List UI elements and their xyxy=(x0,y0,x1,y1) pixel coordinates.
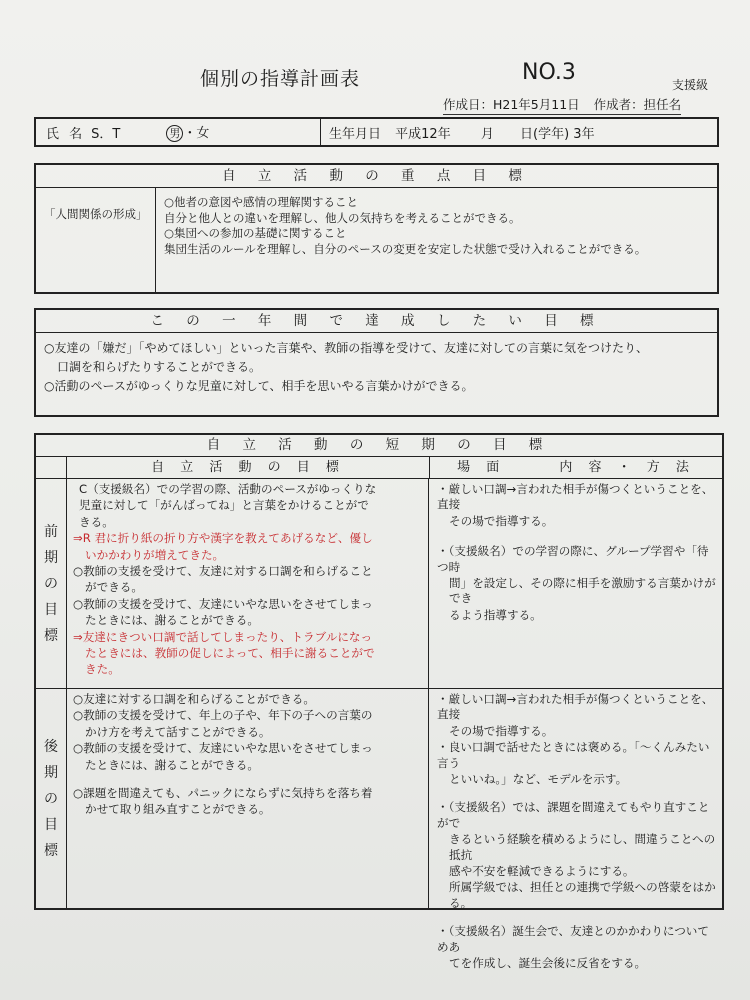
student-name-cell xyxy=(36,119,321,145)
method-line: ・（支援級名）での学習の際に、グループ学習や「待つ時 xyxy=(437,544,709,574)
goal-line: ができる。 xyxy=(85,580,143,595)
period-column-header xyxy=(36,457,67,478)
first-term-goals xyxy=(67,479,429,688)
focus-goals-heading: 自 立 活 動 の 重 点 目 標 xyxy=(36,165,717,188)
document-number: NO.3 xyxy=(522,60,576,85)
table-row-first-term xyxy=(36,479,722,689)
progress-note: たときには、教師の促しによって、相手に謝ることがで xyxy=(85,646,375,661)
male-circled: 男 xyxy=(166,125,183,142)
method-line: ・厳しい口調→言われた相手が傷つくということを、直接 xyxy=(437,692,714,722)
goal-line: たときには、謝ることができる。 xyxy=(85,613,259,628)
birth-day: 日 xyxy=(520,126,534,142)
progress-note: いかかわりが増えてきた。 xyxy=(85,547,225,562)
second-term-goals xyxy=(67,689,429,909)
birth-cell xyxy=(321,123,605,142)
progress-note: ⇒R 君に折り紙の折り方や漢字を教えてあげるなど、優し xyxy=(73,531,373,546)
focus-goals-section xyxy=(34,163,719,294)
creation-info xyxy=(443,95,681,115)
focus-line: ○集団への参加の基礎に関すること xyxy=(164,226,347,240)
birth-era: 平成12年 xyxy=(395,126,451,142)
short-term-goals-section xyxy=(34,433,724,971)
created-date: 作成日：H21年5月11日 xyxy=(443,97,580,112)
goal-line: C（支援級名）での学習の際、活動のペースがゆっくりな xyxy=(79,482,377,496)
progress-note: きた。 xyxy=(85,662,120,677)
class-label: 支援級 xyxy=(672,78,709,92)
goal-line: たときには、謝ることができる。 xyxy=(85,757,259,772)
year-goals-text xyxy=(36,333,717,396)
goals-column-header: 自 立 活 動 の 目 標 xyxy=(67,457,430,478)
method-line: 感や不安を軽減できるようにする。 xyxy=(449,864,635,879)
method-line: その場で指導する。 xyxy=(449,723,554,738)
focus-line: 集団生活のルールを理解し、自分のペースの変更を安定した状態で受け入れることができる。 xyxy=(164,241,647,256)
goal-line: ○教師の支援を受けて、友達にいやな思いをさせてしまっ xyxy=(73,596,373,611)
method-line: 所属学級では、担任との連携で学級への啓蒙をはかる。 xyxy=(449,880,716,910)
goal-line: ○教師の支援を受けて、友達に対する口調を和らげること xyxy=(73,564,373,579)
scene-header: 場 面 xyxy=(457,460,506,475)
method-line: ・（支援級名）では、課題を間違えてもやり直すことがで xyxy=(437,800,710,830)
year-line: ○活動のペースがゆっくりな児童に対して、相手を思いやる言葉かけができる。 xyxy=(44,379,474,393)
method-line: るよう指導する。 xyxy=(449,607,542,622)
method-line: ・厳しい口調→言われた相手が傷つくということを、直接 xyxy=(437,482,714,512)
year-line: 口調を和らげたりすることができる。 xyxy=(57,360,262,374)
method-line: ・（支援級名）誕生会で、友達とのかかわりについてめあ xyxy=(437,924,709,954)
method-line: てを作成し、誕生会後に反省をする。 xyxy=(449,956,647,971)
method-column-header xyxy=(430,457,722,478)
short-goals-heading: 自 立 活 動 の 短 期 の 目 標 xyxy=(36,435,722,457)
method-line: その場で指導する。 xyxy=(449,513,554,528)
name-label: 氏 名 xyxy=(46,126,86,142)
first-term-methods xyxy=(429,479,722,688)
goal-line: かけ方を考えて話すことができる。 xyxy=(85,724,271,739)
year-line: ○友達の「嫌だ」「やめてほしい」といった言葉や、教師の指導を受けて、友達に対しての言葉に気をつけたり、 xyxy=(44,341,648,355)
method-line: といいね。」など、モデルを示す。 xyxy=(449,772,628,787)
year-goals-section xyxy=(34,308,719,417)
table-row-second-term xyxy=(36,689,722,971)
method-line: ・良い口調で話せたときには褒める。「～くんみたい言う xyxy=(437,740,710,770)
author: 作成者：担任名 xyxy=(593,97,682,112)
goal-line: かせて取り組み直すことができる。 xyxy=(85,802,271,817)
goal-line: ○友達に対する口調を和らげることができる。 xyxy=(73,692,315,706)
focus-line: 自分と他人との違いを理解し、他人の気持ちを考えることができる。 xyxy=(164,210,521,225)
content-header: 内 容 ・ 方 法 xyxy=(559,460,695,475)
gender-options xyxy=(166,122,209,142)
focus-goals-text xyxy=(156,188,646,293)
goal-line: きる。 xyxy=(79,514,114,529)
focus-category: 「人間関係の形成」 xyxy=(36,188,156,293)
column-header-row xyxy=(36,457,722,479)
birth-label: 生年月日 xyxy=(329,126,382,142)
student-name: S．T xyxy=(91,126,121,142)
grade: (学年) 3年 xyxy=(533,126,595,142)
progress-note: ⇒友達にきつい口調で話してしまったり、トラブルになっ xyxy=(73,629,373,644)
goal-line: ○教師の支援を受けて、年上の子や、年下の子への言葉の xyxy=(73,708,373,723)
year-goals-heading: こ の 一 年 間 で 達 成 し た い 目 標 xyxy=(36,310,717,333)
goal-line: ○教師の支援を受けて、友達にいやな思いをさせてしまっ xyxy=(73,741,373,756)
goal-line: ○課題を間違えても、パニックにならずに気持ちを落ち着 xyxy=(73,786,373,801)
method-line: 間」を設定し、その際に相手を激励する言葉かけができ xyxy=(449,576,716,606)
student-info-bar xyxy=(34,117,719,147)
page-title: 個別の指導計画表 xyxy=(200,68,361,90)
goal-line: 児童に対して「がんばってね」と言葉をかけることがで xyxy=(79,498,369,513)
birth-month: 月 xyxy=(480,126,494,142)
second-term-methods xyxy=(429,689,722,971)
method-line: きるという経験を積めるようにし、間違うことへの抵抗 xyxy=(449,832,716,862)
second-term-label: 後 期 の 目 標 xyxy=(36,689,67,909)
first-term-label: 前 期 の 目 標 xyxy=(36,479,67,688)
focus-line: ○他者の意図や感情の理解関すること xyxy=(164,195,359,209)
female-option: ・女 xyxy=(183,126,210,141)
